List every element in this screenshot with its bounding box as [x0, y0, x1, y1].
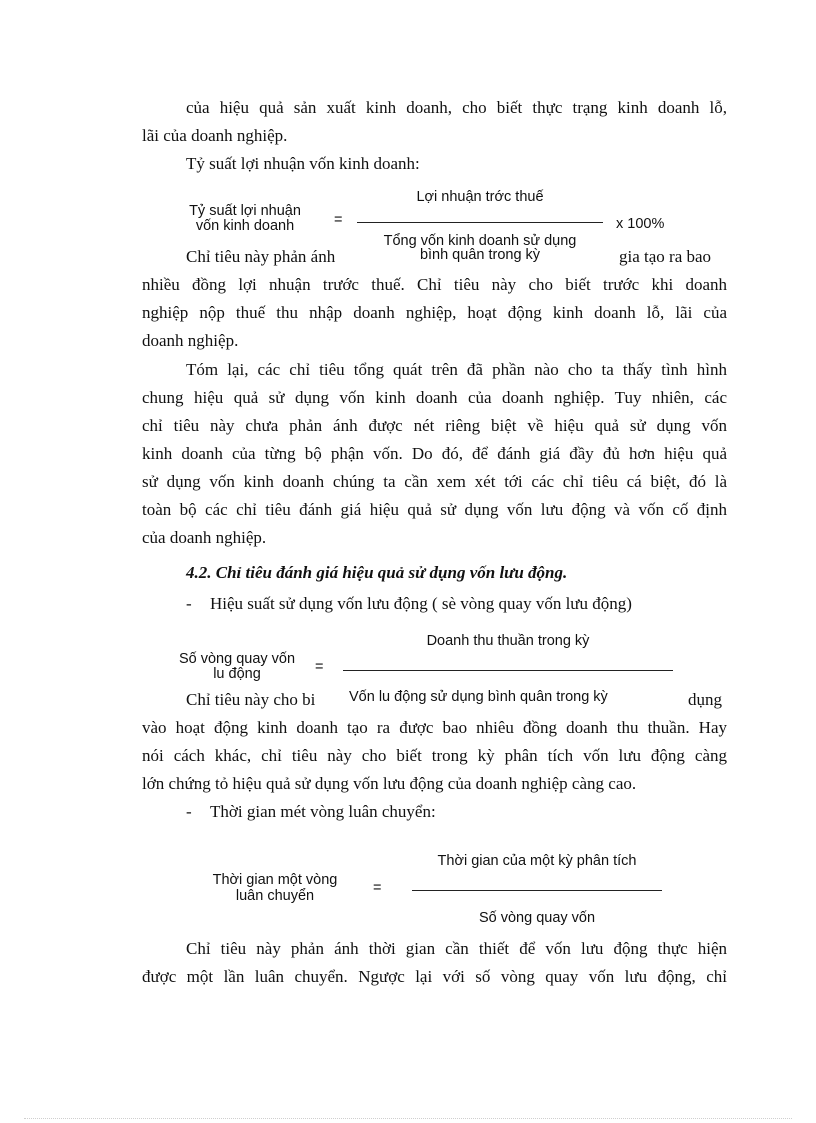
formula3-denominator: Số vòng quay vốn: [478, 910, 596, 926]
formula3-lhs-line1: Thời gian một vòng: [212, 872, 338, 888]
page-bottom-rule: [24, 1118, 792, 1119]
formula1-fraction-bar: [357, 222, 603, 223]
formula1-multiplier: x 100%: [616, 216, 665, 232]
paragraph-line: vào hoạt động kinh doanh tạo ra được bao nhiêu đồng doanh thu thuần. Hay: [142, 718, 727, 737]
paragraph-line: nói cách khác, chỉ tiêu này cho biết trong kỳ phân tích vốn lưu động càng: [142, 746, 727, 765]
paragraph-line: Tỷ suất lợi nhuận vốn kinh doanh:: [186, 154, 420, 173]
section-heading: 4.2. Chỉ tiêu đánh giá hiệu quả sử dụng vốn lưu động.: [186, 563, 568, 582]
paragraph-line-right: gia tạo ra bao: [619, 247, 712, 266]
formula2-denominator: Vốn lu động sử dụng bình quân trong kỳ: [349, 689, 608, 705]
paragraph-line: toàn bộ các chỉ tiêu đánh giá hiệu quả sử dụng vốn lưu động và vốn cố định: [142, 500, 727, 519]
paragraph-line: của doanh nghiệp.: [142, 528, 267, 547]
formula1-equals: =: [334, 212, 343, 228]
paragraph-line: Chỉ tiêu này phản ánh thời gian cần thiết để vốn lưu động thực hiện: [186, 939, 727, 958]
formula2-equals: =: [315, 659, 324, 675]
formula1-denominator-line2: bình quân trong kỳ: [419, 247, 541, 263]
formula1-lhs-line2: vốn kinh doanh: [195, 218, 295, 234]
formula2-numerator: Doanh thu thuần trong kỳ: [426, 633, 590, 649]
paragraph-line: lãi của doanh nghiệp.: [142, 126, 288, 145]
paragraph-line: Tóm lại, các chỉ tiêu tổng quát trên đã phần nào cho ta thấy tình hình: [186, 360, 727, 379]
paragraph-line: chung hiệu quả sử dụng vốn kinh doanh của doanh nghiệp. Tuy nhiên, các: [142, 388, 727, 407]
paragraph-line: được một lần luân chuyển. Ngược lại với số vòng quay vốn lưu động, chỉ: [142, 967, 727, 986]
paragraph-line: lớn chứng tỏ hiệu quả sử dụng vốn lưu động của doanh nghiệp càng cao.: [142, 774, 637, 793]
formula3-numerator: Thời gian của một kỳ phân tích: [437, 853, 637, 869]
paragraph-line-right: dụng: [688, 690, 722, 709]
formula1-numerator: Lợi nhuận trớc thuế: [416, 189, 544, 205]
paragraph-line: của hiệu quả sản xuất kinh doanh, cho biết thực trạng kinh doanh lỗ,: [186, 98, 727, 117]
formula2-lhs-line2: lu động: [213, 666, 261, 682]
formula3-fraction-bar: [412, 890, 662, 891]
formula3-equals: =: [373, 880, 382, 896]
bullet-item: Thời gian mét vòng luân chuyển:: [210, 802, 436, 821]
bullet-dash: -: [186, 802, 192, 821]
bullet-item: Hiệu suất sử dụng vốn lưu động ( sè vòng quay vốn lưu động): [210, 594, 632, 613]
paragraph-line: sử dụng vốn kinh doanh chúng ta cần xem xét tới các chỉ tiêu cá biệt, đó là: [142, 472, 727, 491]
paragraph-line-left: Chỉ tiêu này cho bi: [186, 690, 316, 709]
formula1-denominator-line1: Tổng vốn kinh doanh sử dụng: [383, 233, 577, 249]
bullet-dash: -: [186, 594, 192, 613]
paragraph-line: chỉ tiêu này chưa phản ánh được nét riêng biệt về hiệu quả sử dụng vốn: [142, 416, 727, 435]
paragraph-line: kinh doanh của từng bộ phận vốn. Do đó, để đánh giá đầy đủ hơn hiệu quả: [142, 444, 727, 463]
formula1-lhs-line1: Tỷ suất lợi nhuận: [189, 203, 301, 219]
paragraph-line: doanh nghiệp.: [142, 331, 239, 350]
formula3-lhs-line2: luân chuyển: [235, 888, 315, 904]
paragraph-line: nhiều đồng lợi nhuận trước thuế. Chỉ tiêu này cho biết trước khi doanh: [142, 275, 727, 294]
formula2-fraction-bar: [343, 670, 673, 671]
formula2-lhs-line1: Số vòng quay vốn: [178, 651, 296, 667]
paragraph-line: nghiệp nộp thuế thu nhập doanh nghiệp, hoạt động kinh doanh lỗ, lãi của: [142, 303, 727, 322]
paragraph-line-left: Chỉ tiêu này phản ánh: [186, 247, 336, 266]
